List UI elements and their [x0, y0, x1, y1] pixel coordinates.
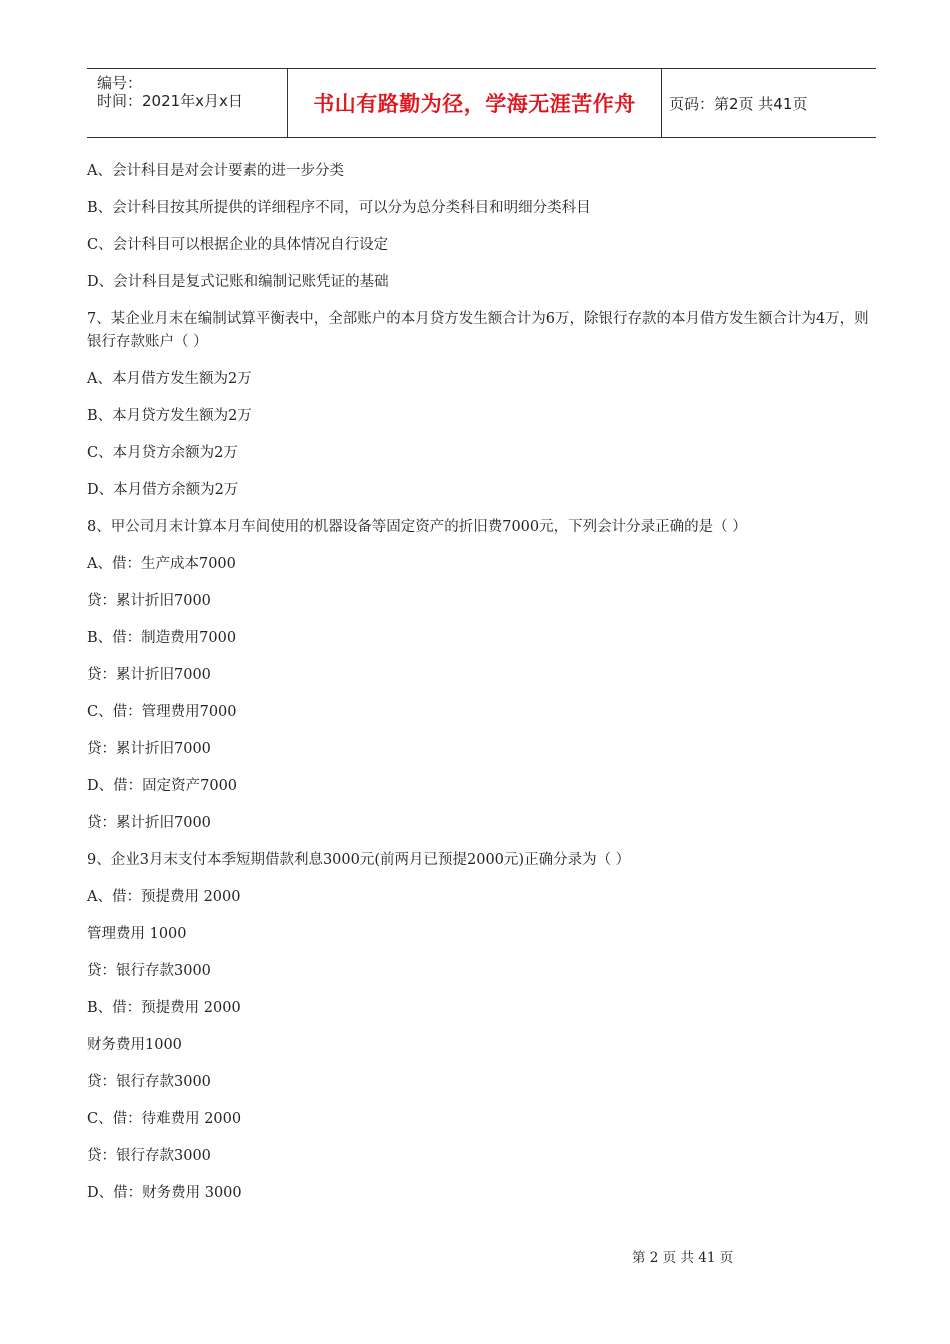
question-9: 9、企业3月末支付本季短期借款利息3000元(前两月已预提2000元)正确分录为（ ）	[87, 852, 631, 868]
header-motto: 书山有路勤为径，学海无涯苦作舟	[313, 92, 636, 116]
text-line: D、借：固定资产7000	[87, 778, 238, 794]
question-8: 8、甲公司月末计算本月车间使用的机器设备等固定资产的折旧费7000元，下列会计分录正确的是（ ）	[87, 519, 747, 535]
text-line: 财务费用1000	[87, 1037, 182, 1053]
text-line: 贷：银行存款3000	[87, 1074, 211, 1090]
text-line: 贷：银行存款3000	[87, 1148, 211, 1164]
text-line: B、借：制造费用7000	[87, 630, 237, 646]
text-line: B、本月贷方发生额为2万	[87, 408, 252, 424]
header-page-label: 页码：第2页 共41页	[669, 94, 808, 113]
text-line: A、借：预提费用 2000	[87, 889, 241, 905]
text-line: A、借：生产成本7000	[87, 556, 236, 572]
text-line: B、会计科目按其所提供的详细程序不同，可以分为总分类科目和明细分类科目	[87, 200, 591, 216]
text-line: D、借：财务费用 3000	[87, 1185, 242, 1201]
header-motto-cell	[287, 69, 662, 137]
document-time-label: 时间：2021年x月x日	[97, 92, 243, 110]
document-number-label: 编号：	[97, 74, 143, 92]
page-footer: 第 2 页 共 41 页	[632, 1250, 734, 1266]
text-line: D、会计科目是复式记账和编制记账凭证的基础	[87, 274, 389, 290]
text-line: A、会计科目是对会计要素的进一步分类	[87, 163, 344, 179]
text-line: 贷：累计折旧7000	[87, 741, 211, 757]
text-line: 管理费用 1000	[87, 926, 187, 942]
page-header	[87, 68, 876, 138]
text-line: C、借：待难费用 2000	[87, 1111, 242, 1127]
header-page-info	[661, 69, 884, 137]
text-line: B、借：预提费用 2000	[87, 1000, 241, 1016]
text-line: 贷：累计折旧7000	[87, 815, 211, 831]
text-line: 贷：银行存款3000	[87, 963, 211, 979]
text-line: C、会计科目可以根据企业的具体情况自行设定	[87, 237, 389, 253]
text-line: A、本月借方发生额为2万	[87, 371, 252, 387]
text-line: 贷：累计折旧7000	[87, 593, 211, 609]
text-line: D、本月借方余额为2万	[87, 482, 239, 498]
text-line: 贷：累计折旧7000	[87, 667, 211, 683]
header-meta	[87, 69, 287, 137]
text-line: C、本月贷方余额为2万	[87, 445, 238, 461]
question-7: 7、某企业月末在编制试算平衡表中，全部账户的本月贷方发生额合计为6万，除银行存款的本月借方发生额合计为4万，则银行存款账户（ ）	[87, 311, 869, 350]
document-body	[87, 160, 877, 1219]
text-line: C、借：管理费用7000	[87, 704, 237, 720]
